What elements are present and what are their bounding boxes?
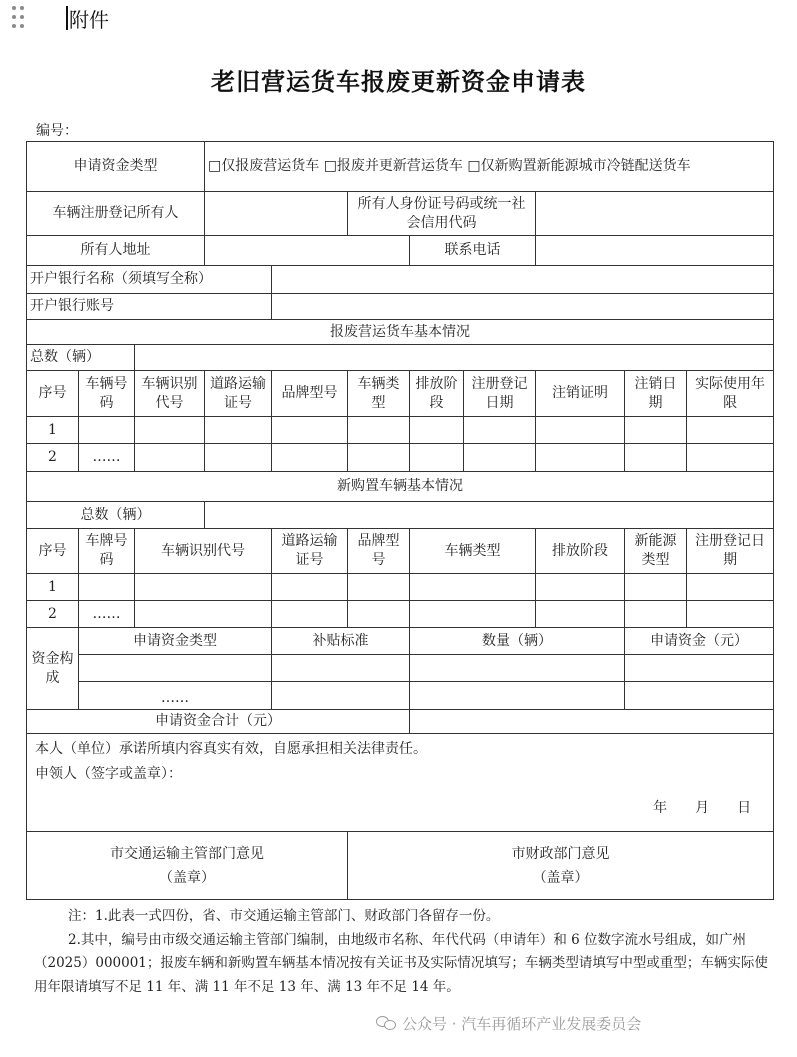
table-cell[interactable] xyxy=(464,417,536,444)
plate-cell[interactable] xyxy=(79,574,135,601)
text-cursor xyxy=(66,6,68,30)
bank-name-label: 开户银行名称（须填写全称） xyxy=(27,266,272,294)
watermark-text: 公众号 · 汽车再循环产业发展委员会 xyxy=(402,1015,642,1033)
notes xyxy=(34,905,768,999)
fund-total-field[interactable] xyxy=(410,710,774,734)
table-cell[interactable] xyxy=(410,655,625,682)
phone-label: 联系电话 xyxy=(410,236,536,266)
row-number: 1 xyxy=(27,417,79,444)
application-form-table xyxy=(26,141,774,900)
scrap-col-header: 注销日期 xyxy=(625,371,687,417)
new-col-header: 道路运输证号 xyxy=(272,529,348,574)
row-number: 1 xyxy=(27,574,79,601)
new-col-header: 品牌型号 xyxy=(348,529,410,574)
table-cell[interactable] xyxy=(410,417,464,444)
watermark xyxy=(376,1013,641,1034)
fund-composition-label: 资金构成 xyxy=(27,628,79,710)
bank-name-field[interactable] xyxy=(272,266,774,294)
fund-col-header: 补贴标准 xyxy=(272,628,410,655)
fund-col-header: 申请资金（元） xyxy=(625,628,774,655)
table-cell[interactable] xyxy=(536,444,625,472)
table-cell[interactable] xyxy=(79,655,272,682)
table-cell[interactable] xyxy=(536,417,625,444)
scrap-col-header: 车辆识别代号 xyxy=(135,371,205,417)
table-cell[interactable] xyxy=(348,601,410,628)
table-cell[interactable] xyxy=(536,574,625,601)
scrap-total-field[interactable] xyxy=(135,345,774,371)
table-cell[interactable] xyxy=(348,444,410,472)
scrap-row xyxy=(27,417,774,444)
scrap-col-header: 道路运输证号 xyxy=(205,371,272,417)
table-cell[interactable] xyxy=(687,417,774,444)
table-cell[interactable] xyxy=(205,444,272,472)
scrap-col-header: 序号 xyxy=(27,371,79,417)
fund-row xyxy=(27,682,774,710)
transport-opinion-label: 市交通运输主管部门意见 xyxy=(110,845,264,862)
phone-field[interactable] xyxy=(536,236,774,266)
table-cell[interactable] xyxy=(135,417,205,444)
new-col-header: 车辆类型 xyxy=(410,529,536,574)
table-cell[interactable] xyxy=(348,574,410,601)
table-cell[interactable] xyxy=(625,655,774,682)
scrap-section-header: 报废营运货车基本情况 xyxy=(27,320,774,345)
new-col-header: 车牌号码 xyxy=(79,529,135,574)
owner-id-field[interactable] xyxy=(536,192,774,236)
table-cell[interactable] xyxy=(625,601,687,628)
signer-label: 申领人（签字或盖章）： xyxy=(35,766,182,782)
table-cell[interactable] xyxy=(625,417,687,444)
owner-label: 车辆注册登记所有人 xyxy=(27,192,205,236)
attachment-label[interactable]: 附件 xyxy=(69,8,109,32)
fund-type-options[interactable]: □仅报废营运货车 □报废并更新营运货车 □仅新购置新能源城市冷链配送货车 xyxy=(205,142,774,192)
serial-number-label: 编号： xyxy=(36,123,78,139)
row-number: 2 xyxy=(27,444,79,472)
pledge-section[interactable] xyxy=(27,734,774,832)
table-cell[interactable] xyxy=(135,601,272,628)
new-row xyxy=(27,574,774,601)
finance-opinion-label: 市财政部门意见 xyxy=(511,845,610,862)
new-col-header: 排放阶段 xyxy=(536,529,625,574)
new-section-header: 新购置车辆基本情况 xyxy=(27,472,774,502)
owner-id-label: 所有人身份证号码或统一社会信用代码 xyxy=(348,192,536,236)
bank-account-label: 开户银行账号 xyxy=(27,294,272,320)
plate-cell[interactable]: …… xyxy=(79,444,135,472)
wechat-icon xyxy=(376,1015,398,1031)
plate-cell[interactable] xyxy=(79,417,135,444)
table-cell[interactable] xyxy=(625,444,687,472)
owner-address-label: 所有人地址 xyxy=(27,236,205,266)
transport-opinion[interactable] xyxy=(27,832,348,900)
new-col-header: 车辆识别代号 xyxy=(135,529,272,574)
new-row xyxy=(27,601,774,628)
table-cell[interactable] xyxy=(205,417,272,444)
table-cell[interactable] xyxy=(536,601,625,628)
new-col-header: 新能源类型 xyxy=(625,529,687,574)
table-cell[interactable] xyxy=(410,682,625,710)
scrap-row xyxy=(27,444,774,472)
table-cell[interactable] xyxy=(625,682,774,710)
table-cell[interactable] xyxy=(135,574,272,601)
new-total-field[interactable] xyxy=(205,502,774,529)
new-col-header: 序号 xyxy=(27,529,79,574)
fund-ellipsis: …… xyxy=(79,682,272,710)
table-cell[interactable] xyxy=(272,601,348,628)
owner-field[interactable] xyxy=(205,192,348,236)
table-cell[interactable] xyxy=(272,444,348,472)
table-cell[interactable] xyxy=(272,655,410,682)
table-cell[interactable] xyxy=(625,574,687,601)
row-number: 2 xyxy=(27,601,79,628)
table-cell[interactable] xyxy=(410,574,536,601)
new-header-row xyxy=(27,529,774,574)
fund-type-label: 申请资金类型 xyxy=(27,142,205,192)
sign-date: 年 月 日 xyxy=(653,800,752,816)
scrap-col-header: 注册登记日期 xyxy=(464,371,536,417)
finance-seal-label: （盖章） xyxy=(532,869,589,886)
scrap-total-label: 总数（辆） xyxy=(27,345,135,371)
note-1: 注：1.此表一式四份，省、市交通运输主管部门、财政部门各留存一份。 xyxy=(68,908,500,924)
scrap-col-header: 车辆类型 xyxy=(348,371,410,417)
bank-account-field[interactable] xyxy=(272,294,774,320)
scrap-col-header: 注销证明 xyxy=(536,371,625,417)
page-title: 老旧营运货车报废更新资金申请表 xyxy=(211,68,586,96)
fund-col-header: 数量（辆） xyxy=(410,628,625,655)
new-col-header: 注册登记日期 xyxy=(687,529,774,574)
table-cell[interactable] xyxy=(272,417,348,444)
fund-row xyxy=(27,655,774,682)
new-total-label: 总数（辆） xyxy=(27,502,205,529)
table-cell[interactable] xyxy=(410,601,536,628)
drag-handle-icon[interactable] xyxy=(12,6,26,30)
table-cell[interactable] xyxy=(464,444,536,472)
scrap-header-row xyxy=(27,371,774,417)
finance-opinion[interactable] xyxy=(348,832,774,900)
table-cell[interactable] xyxy=(348,417,410,444)
transport-seal-label: （盖章） xyxy=(159,869,215,886)
table-cell[interactable] xyxy=(687,601,774,628)
table-cell[interactable] xyxy=(687,444,774,472)
table-cell[interactable] xyxy=(687,574,774,601)
fund-total-label: 申请资金合计（元） xyxy=(27,710,410,734)
scrap-col-header: 排放阶段 xyxy=(410,371,464,417)
note-2: 2.其中，编号由市级交通运输主管部门编制，由地级市名称、年代代码（申请年）和 6 位数字流水号组成，如广州（2025）000001；报废车辆和新购置车辆基本情况按有关证书及实际情况填写；车辆类型请填写中型或重型；车辆实际使用年限请填写不足 11 年、满 11 年不足 13 年、满 13 年不足 14 年。 xyxy=(34,931,768,995)
table-cell[interactable] xyxy=(410,444,464,472)
scrap-col-header: 车辆号码 xyxy=(79,371,135,417)
table-cell[interactable] xyxy=(135,444,205,472)
owner-address-field[interactable] xyxy=(205,236,410,266)
scrap-col-header: 品牌型号 xyxy=(272,371,348,417)
fund-col-header: 申请资金类型 xyxy=(79,628,272,655)
scrap-col-header: 实际使用年限 xyxy=(687,371,774,417)
table-cell[interactable] xyxy=(272,574,348,601)
plate-cell[interactable]: …… xyxy=(79,601,135,628)
table-cell[interactable] xyxy=(272,682,410,710)
pledge-statement: 本人（单位）承诺所填内容真实有效，自愿承担相关法律责任。 xyxy=(35,741,427,757)
